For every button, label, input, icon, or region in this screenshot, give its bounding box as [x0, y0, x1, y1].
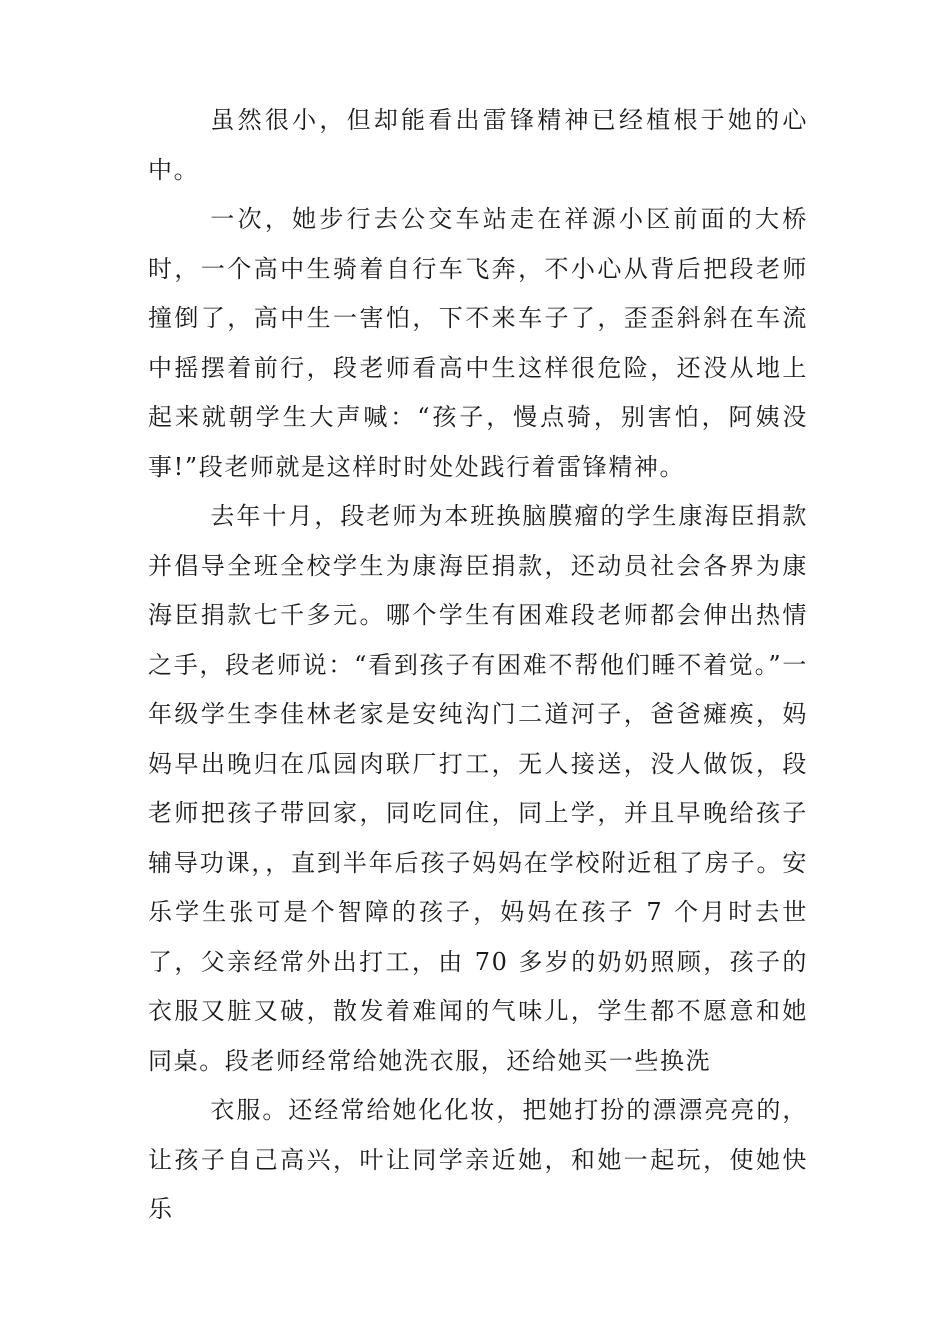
paragraph-1: 虽然很小，但却能看出雷锋精神已经植根于她的心中。: [148, 106, 808, 184]
document-body: [148, 96, 808, 1235]
paragraph-3: 去年十月，段老师为本班换脑膜瘤的学生康海臣捐款并倡导全班全校学生为康海臣捐款，还动员社会各界为康海臣捐款七千多元。哪个学生有困难段老师都会伸出热情之手，段老师说：“看到孩子有困难不帮他们睡不着觉。”一年级学生李佳林老家是安纯沟门二道河子，爸爸瘫痪，妈妈早出晚归在瓜园肉联厂打工，无人接送，没人做饭，段老师把孩子带回家，同吃同住，同上学，并且早晚给孩子辅导功课，，直到半年后孩子妈妈在学校附近租了房子。安乐学生张可是个智障的孩子，妈妈在孩子 7 个月时去世了，父亲经常外出打工，由 70 多岁的奶奶照顾，孩子的衣服又脏又破，散发着难闻的气味儿，学生都不愿意和她同桌。段老师经常给她洗衣服，还给她买一些换洗: [148, 502, 808, 1075]
paragraph-2: 一次，她步行去公交车站走在祥源小区前面的大桥时，一个高中生骑着自行车飞奔，不小心从背后把段老师撞倒了，高中生一害怕，下不来车子了，歪歪斜斜在车流中摇摆着前行，段老师看高中生这样很危险，还没从地上起来就朝学生大声喊：“孩子，慢点骑，别害怕，阿姨没事!”段老师就是这样时时处处践行着雷锋精神。: [148, 205, 808, 481]
paragraph-4: 衣服。还经常给她化化妆，把她打扮的漂漂亮亮的，让孩子自己高兴，叶让同学亲近她，和她一起玩，使她快乐: [148, 1096, 808, 1223]
